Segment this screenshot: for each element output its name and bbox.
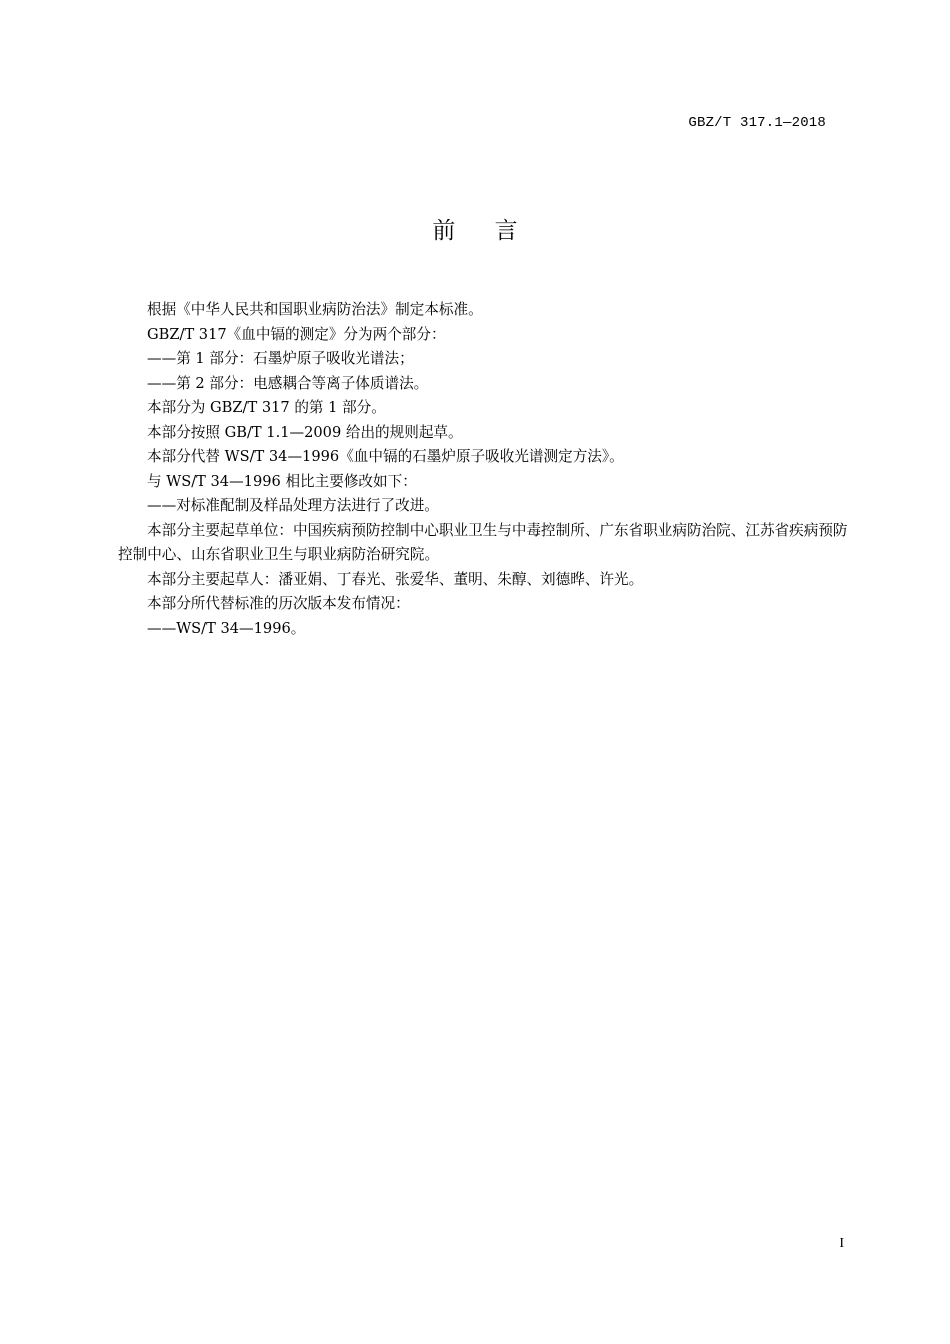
paragraph-legal-basis: 根据《中华人民共和国职业病防治法》制定本标准。 [147, 301, 483, 318]
paragraph-changes-intro: 与 WS/T 34—1996 相比主要修改如下： [147, 472, 417, 490]
paragraph-parts-intro: GBZ/T 317《血中镉的测定》分为两个部分： [147, 325, 446, 343]
paragraph-history-item: ——WS/T 34—1996。 [147, 619, 306, 637]
foreword-body [118, 298, 862, 641]
paragraph-drafters: 本部分主要起草人：潘亚娟、丁春光、张爱华、董明、朱醇、刘德晔、许光。 [147, 570, 644, 588]
paragraph-this-part: 本部分为 GBZ/T 317 的第 1 部分。 [147, 399, 386, 416]
paragraph-part-2: ——第 2 部分：电感耦合等离子体质谱法。 [147, 374, 429, 392]
paragraph-drafting-rules: 本部分按照 GB/T 1.1—2009 给出的规则起草。 [147, 423, 463, 441]
document-code: GBZ/T 317.1—2018 [688, 115, 826, 131]
paragraph-part-1: ——第 1 部分：石墨炉原子吸收光谱法； [147, 350, 414, 367]
paragraph-history-intro: 本部分所代替标准的历次版本发布情况： [147, 595, 410, 612]
paragraph-replaces: 本部分代替 WS/T 34—1996《血中镉的石墨炉原子吸收光谱测定方法》。 [147, 448, 624, 465]
paragraph-drafting-units: 本部分主要起草单位：中国疾病预防控制中心职业卫生与中毒控制所、广东省职业病防治院、江苏省疾病预防控制中心、山东省职业卫生与职业病防治研究院。 [118, 521, 848, 563]
page-number: I [839, 1236, 844, 1251]
foreword-heading: 前 言 [432, 218, 534, 244]
paragraph-change-item: ——对标准配制及样品处理方法进行了改进。 [147, 497, 439, 514]
